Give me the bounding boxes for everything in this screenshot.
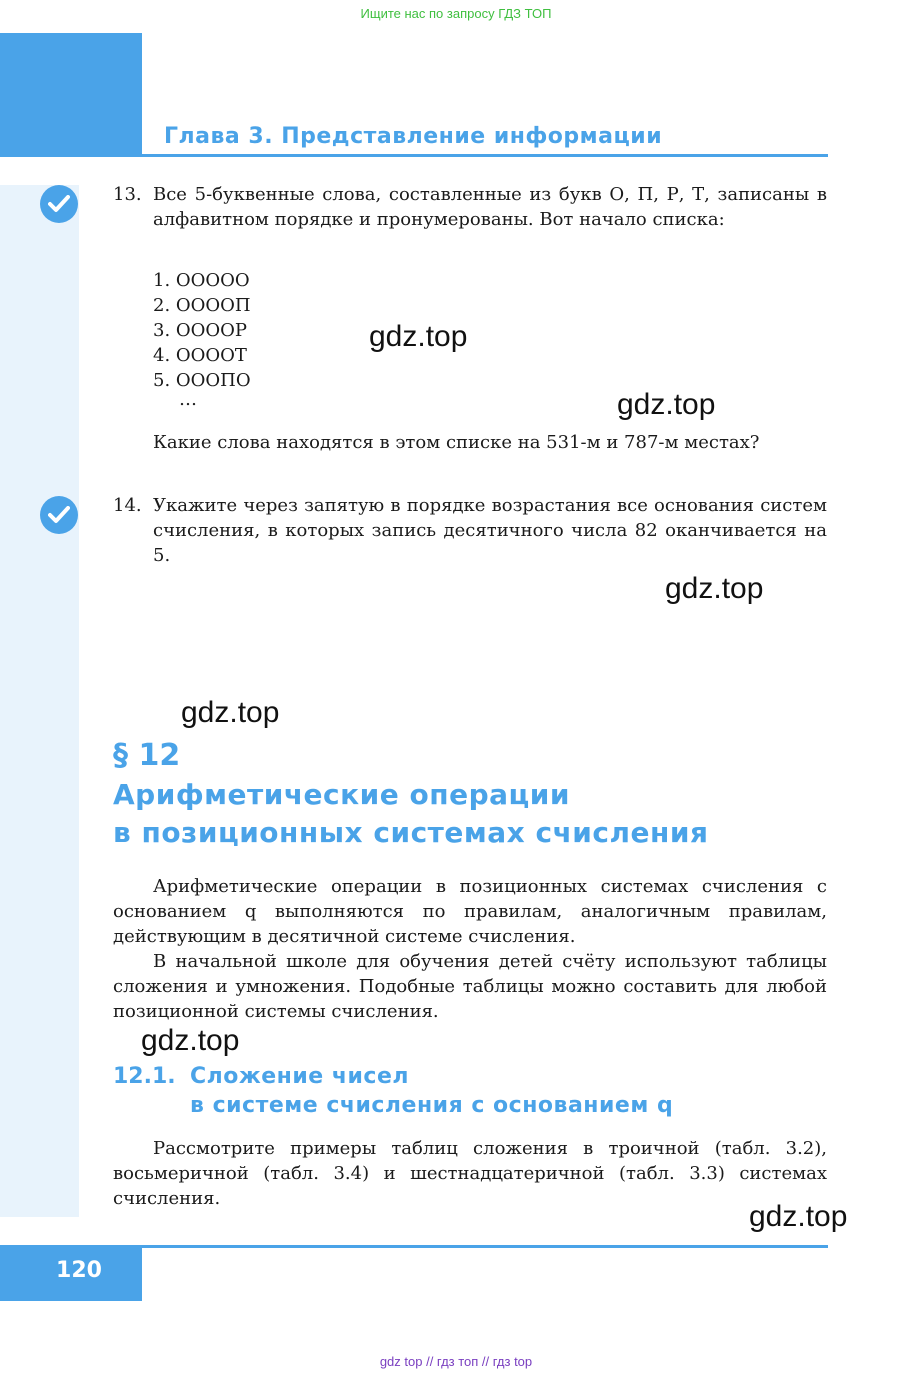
checkmark-circle-icon — [40, 496, 78, 534]
list-item: 5. ОООПО — [153, 370, 251, 391]
side-strip — [0, 185, 79, 1217]
task-text: Укажите через запятую в порядке возрастания все основания систем счисления, в которых запись десятичного числа 82 оканчивается на 5. — [153, 495, 827, 566]
section-number: § 12 — [113, 738, 181, 773]
list-item: 3. ООООР — [153, 320, 248, 341]
task-14 — [113, 493, 827, 568]
task-number: 14. — [113, 495, 142, 516]
section-paragraph-2: В начальной школе для обучения детей счёту используют таблицы сложения и умножения. Подобные таблицы можно составить для любой позиционной системы счисления. — [113, 951, 827, 1022]
subsection-paragraph: Рассмотрите примеры таблиц сложения в троичной (табл. 3.2), восьмеричной (табл. 3.4) и шестнадцатеричной (табл. 3.3) системах счисления. — [113, 1138, 827, 1209]
page-number: 120 — [56, 1258, 102, 1283]
section-paragraph-1: Арифметические операции в позиционных системах счисления с основанием q выполняются по правилам, аналогичным правилам, действующим в десятичной системе счисления. — [113, 876, 827, 947]
section-title-line2: в позиционных системах счисления — [113, 816, 709, 849]
watermark: gdz.top — [181, 696, 280, 729]
top-banner: Ищите нас по запросу ГДЗ ТОП — [360, 6, 552, 21]
section-title-line1: Арифметические операции — [113, 778, 571, 811]
footer-divider — [142, 1245, 828, 1248]
chapter-color-block — [0, 33, 142, 157]
list-item: 1. ООООО — [153, 270, 250, 291]
list-item: 4. ООООТ — [153, 345, 247, 366]
subsection-number: 12.1. — [113, 1064, 176, 1089]
watermark: gdz.top — [141, 1024, 240, 1057]
watermark: gdz.top — [369, 320, 468, 353]
watermark: gdz.top — [617, 388, 716, 421]
task-text: Все 5-буквенные слова, составленные из букв О, П, Р, Т, записаны в алфавитном порядке и пронумерованы. Вот начало списка: — [153, 184, 827, 230]
footer-links: gdz top // гдз топ // гдз top — [379, 1354, 533, 1369]
watermark: gdz.top — [749, 1200, 848, 1233]
list-item: 2. ООООП — [153, 295, 251, 316]
chapter-title: Глава 3. Представление информации — [164, 124, 663, 149]
subsection-title-line2: в системе счисления с основанием q — [190, 1093, 674, 1118]
chapter-divider — [142, 154, 828, 157]
subsection-title-line1: Сложение чисел — [190, 1064, 409, 1089]
watermark: gdz.top — [665, 572, 764, 605]
task-number: 13. — [113, 184, 142, 205]
task-13-question: Какие слова находятся в этом списке на 531-м и 787-м местах? — [153, 432, 760, 453]
word-list — [153, 268, 251, 418]
checkmark-circle-icon — [40, 185, 78, 223]
list-item: … — [179, 389, 197, 410]
task-13 — [113, 182, 827, 257]
